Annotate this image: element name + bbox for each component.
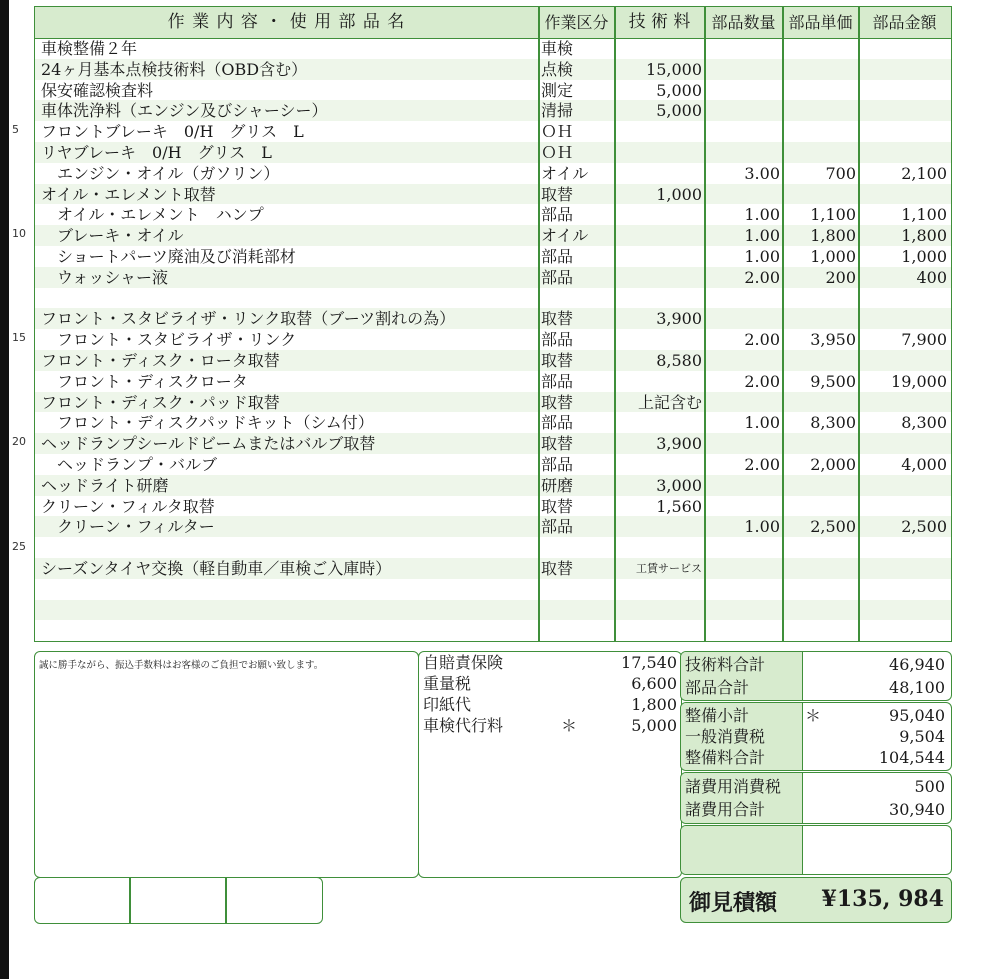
summary-service xyxy=(680,702,952,771)
header-unit: 部品単価 xyxy=(783,7,859,38)
subtotal-value: 95,040 xyxy=(889,706,945,725)
cell-amount xyxy=(861,433,947,454)
cell-amount xyxy=(861,184,947,205)
cell-amount: 1,100 xyxy=(901,205,947,225)
row-number-10: 10 xyxy=(12,227,26,240)
cell-category: 部品 xyxy=(541,455,574,474)
cell-qty: 2.00 xyxy=(744,371,780,391)
cell-work: ブレーキ・オイル xyxy=(41,226,184,246)
cell-unit xyxy=(785,38,856,59)
cell-qty xyxy=(707,38,780,59)
cell-unit xyxy=(785,80,856,101)
cell-category: 測定 xyxy=(541,80,574,100)
cell-unit xyxy=(785,121,856,142)
cell-unit: 700 xyxy=(825,163,856,183)
cell-amount xyxy=(861,59,947,80)
cell-category xyxy=(541,579,613,600)
table-row xyxy=(35,225,951,246)
tax-label: 一般消費税 xyxy=(685,727,766,746)
item-rows xyxy=(35,38,951,641)
fee-label: 重量税 xyxy=(423,674,472,693)
cell-labor: 8,580 xyxy=(656,351,702,370)
estimate-total-box xyxy=(680,877,952,923)
cell-qty xyxy=(707,537,780,558)
parts-total-value: 48,100 xyxy=(889,678,945,697)
header-labor: 技 術 料 xyxy=(615,7,705,38)
cell-amount xyxy=(861,496,947,517)
cell-category xyxy=(541,537,613,558)
cell-labor xyxy=(617,204,702,225)
cell-unit xyxy=(785,308,856,329)
subtotal-mark: ＊ xyxy=(805,706,822,725)
cell-category: 部品 xyxy=(541,205,574,225)
cell-qty: 1.00 xyxy=(744,247,780,266)
cell-unit xyxy=(785,184,856,205)
estimate-value: ¥135, 984 xyxy=(821,886,944,912)
cell-category: 取替 xyxy=(541,392,574,412)
cell-labor xyxy=(617,267,702,288)
cell-labor xyxy=(617,142,702,163)
row-number-15: 15 xyxy=(12,331,26,344)
cell-amount xyxy=(861,537,947,558)
cell-qty: 1.00 xyxy=(744,226,780,246)
cell-qty xyxy=(707,184,780,205)
cell-work: フロント・スタビライザ・リンク取替（ブーツ割れの為） xyxy=(41,309,456,329)
fee-mark: ＊ xyxy=(561,716,578,735)
cell-work: ショートパーツ廃油及び消耗部材 xyxy=(41,247,296,266)
labor-total-label: 技術料合計 xyxy=(685,655,766,674)
cell-amount: 2,100 xyxy=(901,163,947,183)
cell-work: 保安確認検査料 xyxy=(41,80,154,100)
cell-qty xyxy=(707,121,780,142)
cell-qty xyxy=(707,620,780,641)
cell-work: フロント・スタビライザ・リンク xyxy=(41,330,297,350)
cell-category xyxy=(541,620,613,641)
fee-row xyxy=(423,674,677,694)
misc-tax-value: 500 xyxy=(914,777,945,796)
cell-category: 取替 xyxy=(541,351,574,370)
cell-amount xyxy=(861,579,947,600)
cell-work: シーズンタイヤ交換（軽自動車／車検ご入庫時） xyxy=(41,559,392,578)
cell-unit: 9,500 xyxy=(810,371,856,391)
table-row xyxy=(35,100,951,121)
cell-amount xyxy=(861,600,947,621)
cell-category: 部品 xyxy=(541,413,574,433)
cell-qty: 2.00 xyxy=(744,455,780,474)
cell-unit: 8,300 xyxy=(810,413,856,433)
cell-unit: 2,500 xyxy=(810,517,856,537)
cell-amount: 4,000 xyxy=(901,455,947,474)
cell-category: 取替 xyxy=(541,496,574,516)
cell-qty xyxy=(707,80,780,101)
cell-qty xyxy=(707,600,780,621)
cell-unit: 1,100 xyxy=(810,205,856,225)
header-qty: 部品数量 xyxy=(705,7,783,38)
cell-unit xyxy=(785,537,856,558)
cell-category: 部品 xyxy=(541,517,574,537)
fee-label: 車検代行料 xyxy=(423,716,504,735)
subtotal-label: 整備小計 xyxy=(685,706,750,725)
header-category: 作業区分 xyxy=(539,7,615,38)
cell-labor xyxy=(617,371,702,392)
row-number-25: 25 xyxy=(12,540,26,553)
misc-total-label: 諸費用合計 xyxy=(685,800,766,819)
table-row xyxy=(35,371,951,392)
cell-work: リヤブレーキ 0/H グリス L xyxy=(41,143,272,162)
cell-work xyxy=(41,288,536,309)
fee-value: 1,800 xyxy=(631,695,677,714)
cell-work xyxy=(41,620,536,641)
cell-unit: 200 xyxy=(825,267,856,287)
cell-unit xyxy=(785,142,856,163)
cell-unit xyxy=(785,100,856,121)
cell-category: 部品 xyxy=(541,247,574,266)
cell-labor xyxy=(617,163,702,184)
cell-work: ヘッドランプ・バルブ xyxy=(41,455,218,474)
tax-value: 9,504 xyxy=(899,727,945,746)
cell-labor xyxy=(617,246,702,267)
table-row xyxy=(35,267,951,288)
cell-category: 清掃 xyxy=(541,101,574,121)
header-amount: 部品金額 xyxy=(872,13,937,32)
cell-labor: 3,000 xyxy=(656,475,702,495)
cell-labor xyxy=(617,600,702,621)
cell-work xyxy=(41,537,536,558)
cell-qty xyxy=(707,142,780,163)
cell-work: フロント・ディスク・ロータ取替 xyxy=(41,351,280,370)
cell-work: エンジン・オイル（ガソリン） xyxy=(41,163,280,183)
cell-unit xyxy=(785,433,856,454)
table-row xyxy=(35,433,951,454)
cell-work: クリーン・フィルター xyxy=(41,517,215,537)
cell-labor xyxy=(617,329,702,350)
cell-labor xyxy=(617,121,702,142)
table-row xyxy=(35,496,951,517)
cell-labor xyxy=(617,225,702,246)
cell-category: 点検 xyxy=(541,59,574,79)
fee-label: 印紙代 xyxy=(423,695,472,714)
cell-labor: 15,000 xyxy=(646,59,702,79)
cell-amount xyxy=(861,350,947,371)
cell-unit xyxy=(785,620,856,641)
cell-amount xyxy=(861,392,947,413)
table-row xyxy=(35,392,951,413)
cell-amount xyxy=(861,558,947,579)
cell-work: 車体洗浄料（エンジン及びシャーシー） xyxy=(41,101,328,121)
cell-amount: 19,000 xyxy=(891,371,947,391)
fee-value: 17,540 xyxy=(621,653,677,672)
cell-work xyxy=(41,579,536,600)
cell-qty: 2.00 xyxy=(744,330,780,350)
cell-category xyxy=(541,288,613,309)
cell-category: 部品 xyxy=(541,371,574,391)
fee-value: 5,000 xyxy=(631,716,677,735)
table-row xyxy=(35,142,951,163)
service-total-label: 整備料合計 xyxy=(685,748,766,767)
cell-work: ヘッドランプシールドビームまたはバルブ取替 xyxy=(41,434,376,454)
misc-tax-label: 諸費用消費税 xyxy=(685,777,782,796)
cell-amount xyxy=(861,308,947,329)
cell-qty: 1.00 xyxy=(744,205,780,225)
cell-work: 24ヶ月基本点検技術料（OBD含む） xyxy=(41,59,308,79)
cell-unit xyxy=(785,558,856,579)
table-row xyxy=(35,80,951,101)
cell-work xyxy=(41,600,536,621)
cell-labor xyxy=(617,412,702,433)
misc-total-value: 30,940 xyxy=(889,800,945,819)
cell-qty xyxy=(707,392,780,413)
table-row xyxy=(35,163,951,184)
cell-work: オイル・エレメント取替 xyxy=(41,184,216,204)
table-row xyxy=(35,579,951,600)
service-total-value: 104,544 xyxy=(878,748,945,767)
cell-labor: 5,000 xyxy=(656,101,702,121)
cell-labor xyxy=(617,579,702,600)
cell-unit: 3,950 xyxy=(810,330,856,350)
table-row xyxy=(35,600,951,621)
cell-unit xyxy=(785,475,856,496)
cell-amount xyxy=(861,38,947,59)
cell-category: オイル xyxy=(541,163,589,183)
table-row xyxy=(35,288,951,309)
table-row xyxy=(35,620,951,641)
cell-unit xyxy=(785,288,856,309)
summary-blank xyxy=(680,825,952,875)
cell-category: ＯＨ xyxy=(541,143,574,162)
cell-work: フロントブレーキ 0/H グリス L xyxy=(41,122,304,142)
cell-labor xyxy=(617,288,702,309)
cell-labor xyxy=(617,454,702,475)
cell-qty xyxy=(707,308,780,329)
cell-category: オイル xyxy=(541,226,589,246)
table-row xyxy=(35,121,951,142)
cell-category: 車検 xyxy=(541,39,574,58)
cell-unit: 2,000 xyxy=(810,455,856,474)
fees-box xyxy=(418,651,682,878)
cell-amount: 400 xyxy=(916,267,947,287)
table-row xyxy=(35,59,951,80)
table-row xyxy=(35,537,951,558)
left-black-edge xyxy=(0,0,9,979)
cell-qty xyxy=(707,59,780,80)
cell-unit xyxy=(785,579,856,600)
cell-unit xyxy=(785,392,856,413)
row-number-5: 5 xyxy=(12,123,19,136)
cell-labor: 工賃サービス xyxy=(636,562,702,575)
cell-unit xyxy=(785,600,856,621)
cell-labor: 3,900 xyxy=(656,434,702,454)
table-row xyxy=(35,350,951,371)
cell-unit: 1,000 xyxy=(810,247,856,266)
summary-labor-parts xyxy=(680,651,952,701)
table-row xyxy=(35,204,951,225)
cell-work: クリーン・フィルタ取替 xyxy=(41,496,215,516)
cell-qty xyxy=(707,496,780,517)
table-header xyxy=(35,7,951,39)
cell-amount xyxy=(861,100,947,121)
cell-labor: 3,900 xyxy=(656,309,702,329)
table-row xyxy=(35,184,951,205)
cell-category: 取替 xyxy=(541,184,574,204)
cell-amount xyxy=(861,80,947,101)
cell-unit: 1,800 xyxy=(810,226,856,246)
cell-unit xyxy=(785,59,856,80)
cell-amount: 1,000 xyxy=(901,247,947,266)
cell-amount xyxy=(861,121,947,142)
table-row xyxy=(35,475,951,496)
cell-qty: 2.00 xyxy=(744,267,780,287)
table-row xyxy=(35,246,951,267)
cell-labor: 1,560 xyxy=(656,496,702,516)
stamp-boxes xyxy=(34,877,323,924)
cell-category: 部品 xyxy=(541,330,574,350)
table-row xyxy=(35,454,951,475)
cell-category: 部品 xyxy=(541,267,574,287)
table-row xyxy=(35,412,951,433)
summary-misc xyxy=(680,772,952,824)
cell-category xyxy=(541,600,613,621)
cell-work: ヘッドライト研磨 xyxy=(41,475,169,495)
payment-note: 誠に勝手ながら、振込手数料はお客様のご負担でお願い致します。 xyxy=(39,660,324,671)
cell-labor xyxy=(617,516,702,537)
cell-amount: 8,300 xyxy=(901,413,947,433)
table-row xyxy=(35,516,951,537)
cell-qty xyxy=(707,350,780,371)
cell-work: オイル・エレメント ハンプ xyxy=(41,205,264,225)
table-row xyxy=(35,38,951,59)
cell-category: 取替 xyxy=(541,309,574,329)
estimate-items-table xyxy=(34,6,952,642)
cell-labor: 上記含む xyxy=(637,392,702,412)
header-work: 作 業 内 容 ・ 使 用 部 品 名 xyxy=(35,7,539,38)
fee-value: 6,600 xyxy=(631,674,677,693)
cell-work: フロント・ディスク・パッド取替 xyxy=(41,392,280,412)
cell-category: 研磨 xyxy=(541,475,574,495)
cell-work: 車検整備２年 xyxy=(41,39,138,58)
parts-total-label: 部品合計 xyxy=(685,678,750,697)
row-number-20: 20 xyxy=(12,435,26,448)
cell-labor: 5,000 xyxy=(656,80,702,100)
table-row xyxy=(35,308,951,329)
cell-qty xyxy=(707,475,780,496)
cell-work: フロント・ディスクロータ xyxy=(41,371,248,391)
fee-label: 自賠責保険 xyxy=(423,653,504,672)
cell-amount xyxy=(861,475,947,496)
cell-amount: 7,900 xyxy=(901,330,947,350)
cell-labor xyxy=(617,537,702,558)
cell-category: 取替 xyxy=(541,434,574,454)
fee-row xyxy=(423,653,677,673)
cell-qty xyxy=(707,579,780,600)
cell-work: ウォッシャー液 xyxy=(41,267,169,287)
cell-qty xyxy=(707,288,780,309)
cell-qty xyxy=(707,100,780,121)
cell-amount xyxy=(861,142,947,163)
cell-unit xyxy=(785,496,856,517)
fee-row xyxy=(423,695,677,715)
cell-amount xyxy=(861,620,947,641)
cell-labor xyxy=(617,38,702,59)
cell-qty: 3.00 xyxy=(744,163,780,183)
cell-category: ＯＨ xyxy=(541,122,574,142)
table-row xyxy=(35,329,951,350)
cell-amount: 2,500 xyxy=(901,517,947,537)
cell-qty: 1.00 xyxy=(744,517,780,537)
cell-qty xyxy=(707,433,780,454)
note-box xyxy=(34,651,419,878)
labor-total-value: 46,940 xyxy=(889,655,945,674)
cell-qty: 1.00 xyxy=(744,413,780,433)
cell-category: 取替 xyxy=(541,559,574,578)
cell-labor xyxy=(617,620,702,641)
cell-work: フロント・ディスクパッドキット（シム付） xyxy=(41,413,374,433)
estimate-label: 御見積額 xyxy=(689,890,778,916)
fee-row xyxy=(423,716,677,736)
cell-qty xyxy=(707,558,780,579)
cell-amount: 1,800 xyxy=(901,226,947,246)
cell-amount xyxy=(861,288,947,309)
table-row xyxy=(35,558,951,579)
cell-unit xyxy=(785,350,856,371)
cell-labor: 1,000 xyxy=(656,184,702,204)
